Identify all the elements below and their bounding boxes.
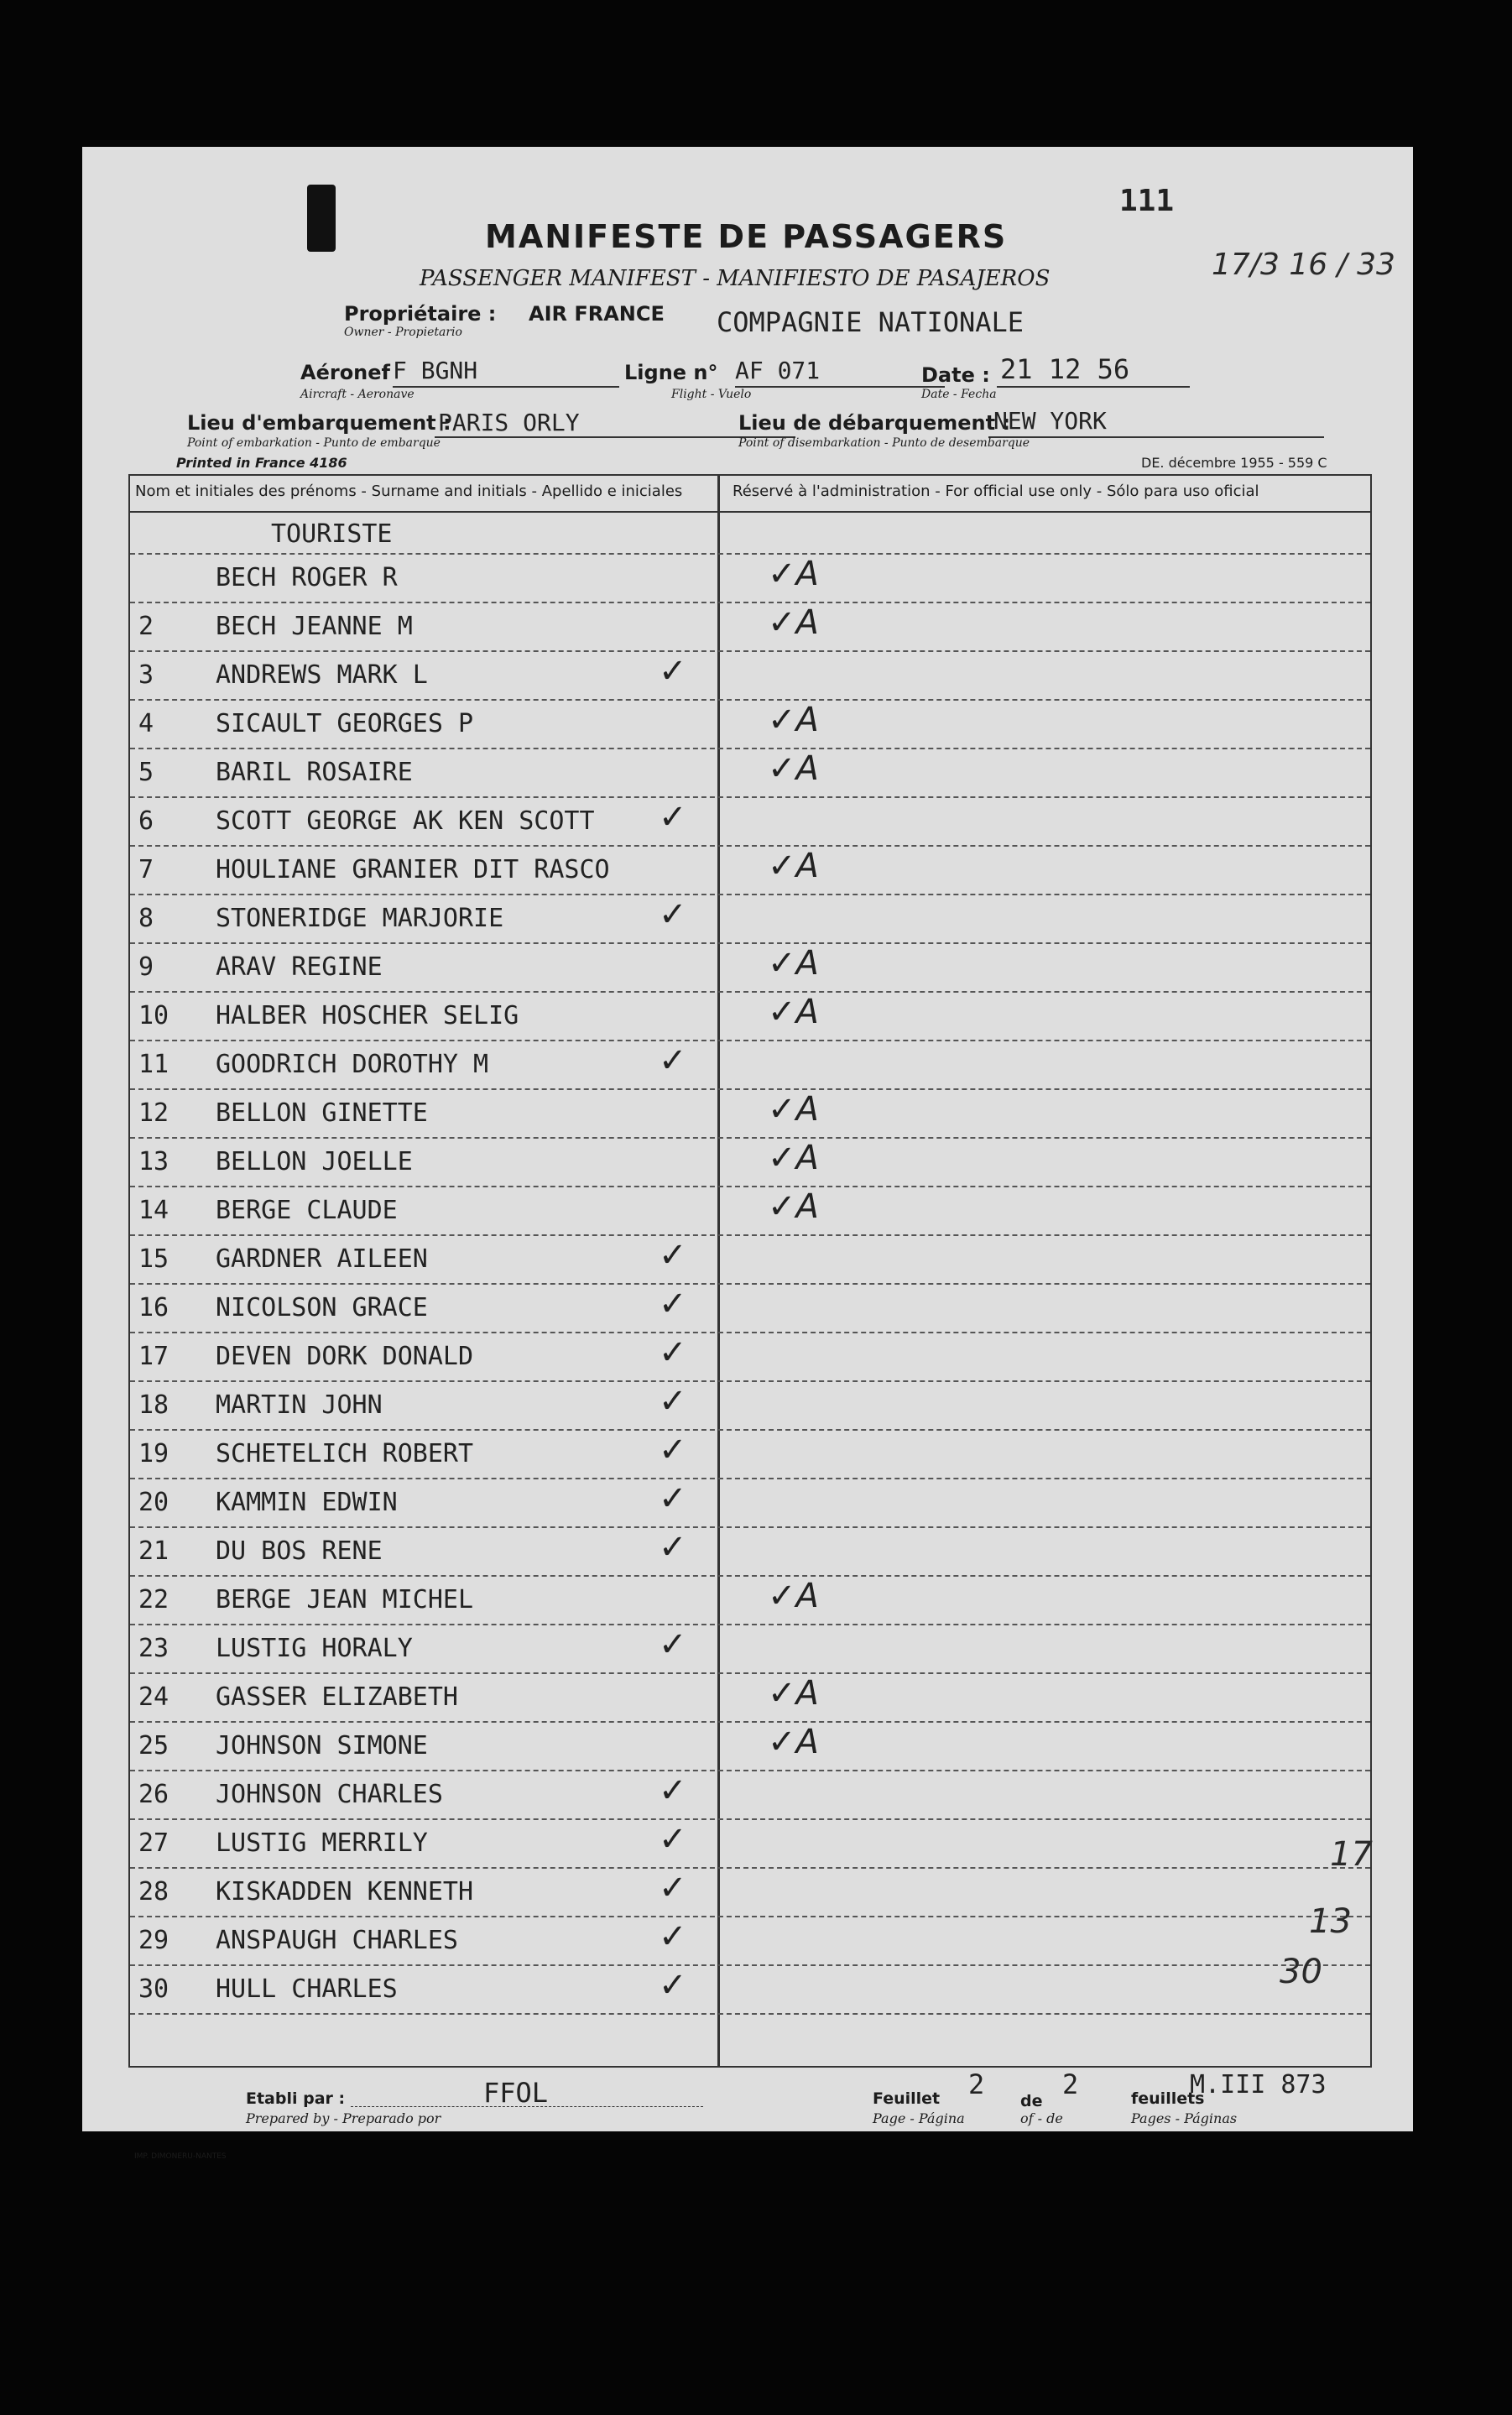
passenger-name: LUSTIG MERRILY xyxy=(216,1828,428,1858)
passenger-name: KAMMIN EDWIN xyxy=(216,1488,398,1517)
row-divider xyxy=(130,1770,1370,1771)
check-tick-icon: ✓ xyxy=(659,1479,687,1518)
passenger-row-name xyxy=(138,1342,473,1371)
admin-check-mark: ✓A xyxy=(768,749,819,788)
passenger-row-number: 15 xyxy=(138,1244,169,1274)
passenger-row-name xyxy=(138,1001,519,1030)
row-divider xyxy=(130,1721,1370,1723)
prepared-label: Etabli par : xyxy=(246,2089,346,2108)
embarkation-value: PARIS ORLY xyxy=(438,409,580,436)
check-tick-icon: ✓ xyxy=(659,798,687,837)
passenger-row-number: 19 xyxy=(138,1439,169,1468)
admin-check-mark: ✓A xyxy=(768,603,819,642)
row-divider xyxy=(130,553,1370,555)
row-divider xyxy=(130,748,1370,749)
check-tick-icon: ✓ xyxy=(659,652,687,691)
passenger-name: GARDNER AILEEN xyxy=(216,1244,428,1274)
passenger-name: JOHNSON CHARLES xyxy=(216,1780,443,1809)
form-subtitle: PASSENGER MANIFEST - MANIFIESTO DE PASAJEROS xyxy=(420,266,1051,291)
passenger-row-number: 16 xyxy=(138,1293,169,1322)
passenger-row-name xyxy=(138,612,413,641)
passenger-name: STONERIDGE MARJORIE xyxy=(216,904,504,933)
passenger-row-number: 5 xyxy=(138,758,154,787)
owner-printed-value: AIR FRANCE xyxy=(529,302,665,326)
row-divider xyxy=(130,602,1370,603)
page-label: Feuillet xyxy=(873,2089,941,2108)
date-sublabel: Date - Fecha xyxy=(921,388,997,401)
page-value: 2 xyxy=(968,2068,985,2100)
passenger-row-number: 21 xyxy=(138,1536,169,1566)
printed-note: Printed in France 4186 xyxy=(176,455,347,471)
row-divider xyxy=(130,1186,1370,1187)
prepared-value: FFOL xyxy=(483,2077,549,2109)
passenger-row-name xyxy=(138,1634,413,1663)
owner-sublabel: Owner - Propietario xyxy=(344,326,462,339)
row-divider xyxy=(130,1088,1370,1090)
passenger-row-name xyxy=(138,1877,473,1906)
of-sublabel: of - de xyxy=(1020,2110,1063,2126)
tally-note-3: 30 xyxy=(1280,1953,1322,1991)
admin-column-header: Réservé à l'administration - For official use only - Sólo para uso oficial xyxy=(733,482,1259,500)
embarkation-sublabel: Point of embarkation - Punto de embarque xyxy=(187,436,441,450)
row-divider xyxy=(130,1429,1370,1431)
torn-corner-mark xyxy=(307,185,336,252)
section-label: TOURISTE xyxy=(271,519,393,549)
row-divider xyxy=(130,1137,1370,1139)
tally-note-1: 17 xyxy=(1330,1835,1373,1874)
disembarkation-value: NEW YORK xyxy=(993,407,1107,435)
row-divider xyxy=(130,796,1370,798)
passenger-row-number: 23 xyxy=(138,1634,169,1663)
passenger-row-name xyxy=(138,1974,398,2004)
check-tick-icon: ✓ xyxy=(659,1236,687,1275)
passenger-name: HALBER HOSCHER SELIG xyxy=(216,1001,519,1030)
passenger-row-name xyxy=(138,1731,428,1760)
row-divider xyxy=(130,1964,1370,1966)
passenger-name: DU BOS RENE xyxy=(216,1536,383,1566)
passenger-name: BELLON GINETTE xyxy=(216,1098,428,1128)
passenger-name: KISKADDEN KENNETH xyxy=(216,1877,474,1906)
of-value: 2 xyxy=(1062,2068,1079,2100)
passenger-row-number: 27 xyxy=(138,1828,169,1858)
admin-check-mark: ✓A xyxy=(768,555,819,593)
tally-note-2: 13 xyxy=(1309,1902,1352,1941)
disembarkation-underline xyxy=(988,436,1324,438)
prepared-underline xyxy=(351,2106,703,2107)
row-divider xyxy=(130,894,1370,895)
passenger-row-name xyxy=(138,563,398,592)
passenger-name: LUSTIG HORALY xyxy=(216,1634,413,1663)
row-divider xyxy=(130,650,1370,652)
passenger-name: SCOTT GEORGE AK KEN SCOTT xyxy=(216,806,595,836)
passenger-name: BECH ROGER R xyxy=(216,563,398,592)
disembarkation-sublabel: Point of disembarkation - Punto de desembarque xyxy=(738,436,1030,450)
passenger-row-number: 17 xyxy=(138,1342,169,1371)
aircraft-value: F BGNH xyxy=(393,357,478,384)
passenger-name: HOULIANE GRANIER DIT RASCO xyxy=(216,855,610,884)
passenger-name: BERGE JEAN MICHEL xyxy=(216,1585,474,1614)
page-number: 111 xyxy=(1119,184,1175,218)
passenger-name: BARIL ROSAIRE xyxy=(216,758,413,787)
check-tick-icon: ✓ xyxy=(659,1869,687,1907)
passenger-row-name xyxy=(138,1536,383,1566)
passenger-name: GOODRICH DOROTHY M xyxy=(216,1050,489,1079)
row-divider xyxy=(130,1234,1370,1236)
admin-check-mark: ✓A xyxy=(768,1090,819,1129)
date-underline xyxy=(997,386,1190,388)
passenger-row-number: 30 xyxy=(138,1974,169,2004)
aircraft-label: Aéronef xyxy=(300,361,390,384)
row-divider xyxy=(130,1040,1370,1041)
passenger-row-name xyxy=(138,1439,473,1468)
date-label: Date : xyxy=(921,363,990,387)
passenger-row-number: 2 xyxy=(138,612,154,641)
check-tick-icon: ✓ xyxy=(659,1431,687,1469)
passenger-name: SICAULT GEORGES P xyxy=(216,709,474,738)
passenger-name: BERGE CLAUDE xyxy=(216,1196,398,1225)
reference-code: M.III 873 xyxy=(1190,2070,1327,2099)
admin-check-mark: ✓A xyxy=(768,1674,819,1713)
form-code: DE. décembre 1955 - 559 C xyxy=(1141,455,1327,471)
passenger-row-name xyxy=(138,1244,428,1274)
passenger-row-name xyxy=(138,1926,458,1955)
row-divider xyxy=(130,1672,1370,1674)
owner-label: Propriétaire : xyxy=(344,302,497,326)
passenger-row-name xyxy=(138,855,610,884)
check-tick-icon: ✓ xyxy=(659,1966,687,2005)
flight-sublabel: Flight - Vuelo xyxy=(671,388,752,401)
passenger-row-number: 10 xyxy=(138,1001,169,1030)
row-divider xyxy=(130,1478,1370,1479)
aircraft-underline xyxy=(393,386,619,388)
row-divider xyxy=(130,1818,1370,1820)
passenger-row-number: 20 xyxy=(138,1488,169,1517)
passenger-name: NICOLSON GRACE xyxy=(216,1293,428,1322)
passenger-row-name xyxy=(138,1147,413,1176)
check-tick-icon: ✓ xyxy=(659,895,687,934)
passenger-row-name xyxy=(138,806,595,836)
passenger-name: SCHETELICH ROBERT xyxy=(216,1439,474,1468)
row-divider xyxy=(130,991,1370,993)
admin-check-mark: ✓A xyxy=(768,944,819,983)
row-divider xyxy=(130,1526,1370,1528)
flight-label: Ligne n° xyxy=(624,361,718,384)
imprint: IMP. DIMONERU-NANTES xyxy=(134,2152,227,2161)
passenger-row-number: 11 xyxy=(138,1050,169,1079)
passenger-row-number: 4 xyxy=(138,709,154,738)
passenger-row-name xyxy=(138,1098,428,1128)
row-divider xyxy=(130,1916,1370,1917)
passenger-table xyxy=(128,474,1372,2068)
row-divider xyxy=(130,1283,1370,1285)
page-sublabel: Page - Página xyxy=(873,2110,965,2126)
date-value: 21 12 56 xyxy=(1000,353,1130,385)
passenger-row-number: 8 xyxy=(138,904,154,933)
admin-check-mark: ✓A xyxy=(768,1187,819,1226)
admin-check-mark: ✓A xyxy=(768,847,819,885)
passenger-row-name xyxy=(138,1390,383,1420)
pages-sublabel: Pages - Páginas xyxy=(1131,2110,1238,2126)
passenger-row-number: 3 xyxy=(138,660,154,690)
passenger-row-number: 29 xyxy=(138,1926,169,1955)
check-tick-icon: ✓ xyxy=(659,1041,687,1080)
prepared-sublabel: Prepared by - Preparado por xyxy=(246,2110,441,2126)
passenger-name: JOHNSON SIMONE xyxy=(216,1731,428,1760)
passenger-row-name xyxy=(138,1050,488,1079)
passenger-row-name xyxy=(138,1682,458,1712)
passenger-row-number: 25 xyxy=(138,1731,169,1760)
passenger-row-number: 24 xyxy=(138,1682,169,1712)
passenger-row-name xyxy=(138,1780,443,1809)
check-tick-icon: ✓ xyxy=(659,1917,687,1956)
check-tick-icon: ✓ xyxy=(659,1820,687,1859)
admin-check-mark: ✓A xyxy=(768,993,819,1031)
check-tick-icon: ✓ xyxy=(659,1625,687,1664)
row-divider xyxy=(130,845,1370,847)
passenger-name: DEVEN DORK DONALD xyxy=(216,1342,474,1371)
passenger-row-name xyxy=(138,660,428,690)
passenger-name: ANSPAUGH CHARLES xyxy=(216,1926,458,1955)
passenger-row-number: 18 xyxy=(138,1390,169,1420)
row-divider xyxy=(130,1867,1370,1869)
check-tick-icon: ✓ xyxy=(659,1285,687,1323)
row-divider xyxy=(130,1380,1370,1382)
passenger-row-name xyxy=(138,904,503,933)
passenger-row-name xyxy=(138,709,473,738)
passenger-row-number: 12 xyxy=(138,1098,169,1128)
check-tick-icon: ✓ xyxy=(659,1528,687,1567)
passenger-row-number: 22 xyxy=(138,1585,169,1614)
passenger-row-name xyxy=(138,1488,398,1517)
column-divider xyxy=(717,476,720,2066)
passenger-row-number: 6 xyxy=(138,806,154,836)
row-divider xyxy=(130,2013,1370,2015)
manifest-sheet xyxy=(82,147,1413,2161)
passenger-row-name xyxy=(138,1585,473,1614)
passenger-name: GASSER ELIZABETH xyxy=(216,1682,458,1712)
row-divider xyxy=(130,1332,1370,1333)
admin-check-mark: ✓A xyxy=(768,701,819,739)
flight-value: AF 071 xyxy=(735,357,821,384)
check-tick-icon: ✓ xyxy=(659,1382,687,1421)
passenger-name: BECH JEANNE M xyxy=(216,612,413,641)
flight-underline xyxy=(735,386,945,388)
margin-note: 17/3 16 / 33 xyxy=(1212,248,1395,282)
passenger-row-name xyxy=(138,758,413,787)
row-divider xyxy=(130,1575,1370,1577)
passenger-row-number: 14 xyxy=(138,1196,169,1225)
admin-check-mark: ✓A xyxy=(768,1577,819,1615)
pages-label: feuillets xyxy=(1131,2089,1205,2108)
passenger-name: ANDREWS MARK L xyxy=(216,660,428,690)
check-tick-icon: ✓ xyxy=(659,1771,687,1810)
admin-check-mark: ✓A xyxy=(768,1139,819,1177)
of-label: de xyxy=(1020,2092,1043,2110)
passenger-row-name xyxy=(138,1196,398,1225)
passenger-row-name xyxy=(138,952,383,982)
passenger-name: HULL CHARLES xyxy=(216,1974,398,2004)
passenger-name: MARTIN JOHN xyxy=(216,1390,383,1420)
passenger-row-number: 13 xyxy=(138,1147,169,1176)
aircraft-sublabel: Aircraft - Aeronave xyxy=(300,388,414,401)
passenger-row-name xyxy=(138,1828,428,1858)
row-divider xyxy=(130,1624,1370,1625)
header-divider xyxy=(130,511,1370,513)
disembarkation-label: Lieu de débarquement : xyxy=(738,411,1011,435)
passenger-name: BELLON JOELLE xyxy=(216,1147,413,1176)
row-divider xyxy=(130,699,1370,701)
passenger-row-number: 7 xyxy=(138,855,154,884)
passenger-row-name xyxy=(138,1293,428,1322)
embarkation-label: Lieu d'embarquement : xyxy=(187,411,451,435)
passenger-row-number: 28 xyxy=(138,1877,169,1906)
admin-check-mark: ✓A xyxy=(768,1723,819,1761)
check-tick-icon: ✓ xyxy=(659,1333,687,1372)
passenger-row-number: 9 xyxy=(138,952,154,982)
passenger-name: ARAV REGINE xyxy=(216,952,383,982)
form-title: MANIFESTE DE PASSAGERS xyxy=(485,218,1008,255)
passenger-row-number: 26 xyxy=(138,1780,169,1809)
row-divider xyxy=(130,942,1370,944)
owner-value: COMPAGNIE NATIONALE xyxy=(717,306,1025,338)
name-column-header: Nom et initiales des prénoms - Surname and initials - Apellido e iniciales xyxy=(135,482,683,500)
